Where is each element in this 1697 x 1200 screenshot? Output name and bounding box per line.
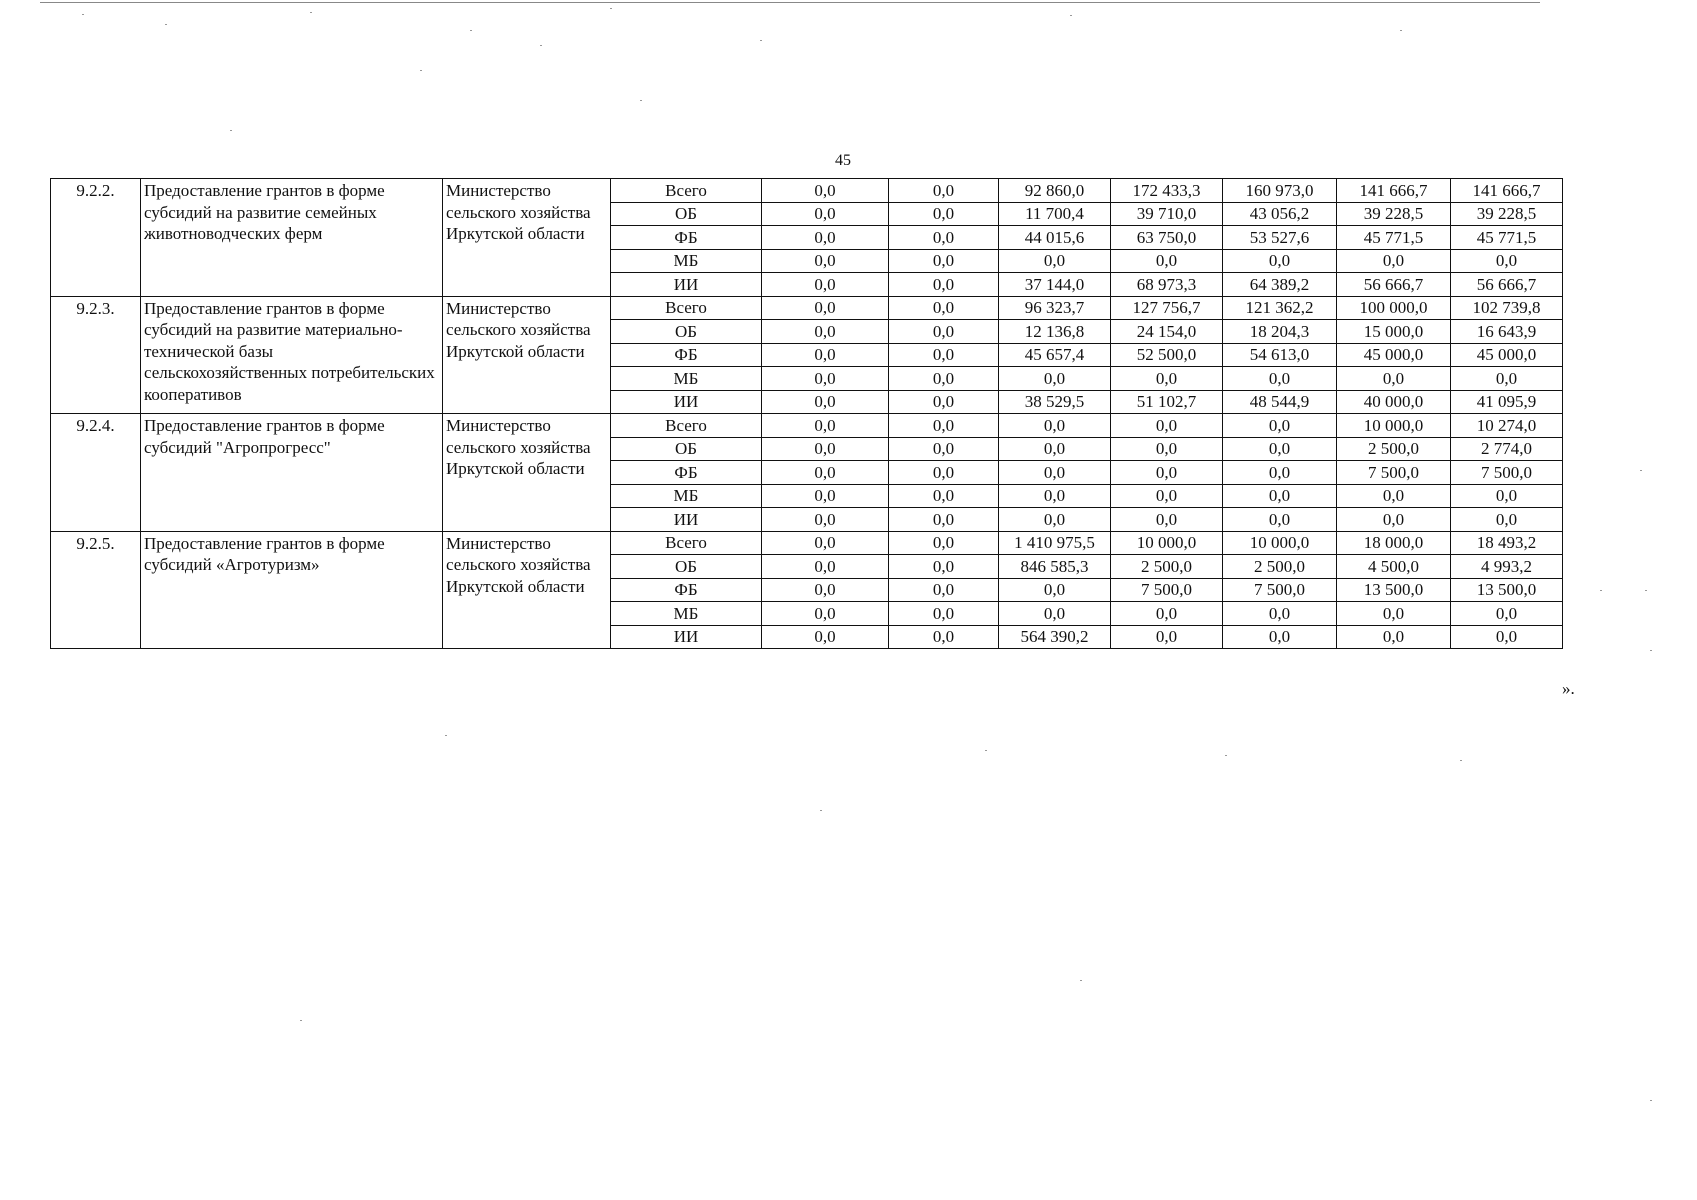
closing-quote: ». [1562, 679, 1575, 698]
funding-source: ФБ [611, 461, 762, 485]
funding-source: ИИ [611, 390, 762, 414]
funding-source: Всего [611, 179, 762, 203]
funding-source: ОБ [611, 320, 762, 344]
amount-cell: 39 710,0 [1111, 202, 1223, 226]
funding-source: ОБ [611, 437, 762, 461]
amount-cell: 0,0 [1451, 625, 1563, 649]
amount-cell: 56 666,7 [1337, 273, 1451, 297]
amount-cell: 564 390,2 [999, 625, 1111, 649]
amount-cell: 100 000,0 [1337, 296, 1451, 320]
funding-source: МБ [611, 249, 762, 273]
funding-source: ФБ [611, 578, 762, 602]
amount-cell: 0,0 [1111, 625, 1223, 649]
funding-source: ИИ [611, 625, 762, 649]
amount-cell: 0,0 [889, 437, 999, 461]
amount-cell: 45 000,0 [1337, 343, 1451, 367]
amount-cell: 0,0 [762, 320, 889, 344]
scan-speck [610, 8, 612, 9]
amount-cell: 43 056,2 [1223, 202, 1337, 226]
amount-cell: 846 585,3 [999, 555, 1111, 579]
amount-cell: 0,0 [889, 179, 999, 203]
funding-source: ОБ [611, 555, 762, 579]
amount-cell: 52 500,0 [1111, 343, 1223, 367]
amount-cell: 0,0 [762, 343, 889, 367]
amount-cell: 0,0 [762, 461, 889, 485]
amount-cell: 40 000,0 [1337, 390, 1451, 414]
amount-cell: 0,0 [999, 602, 1111, 626]
amount-cell: 7 500,0 [1223, 578, 1337, 602]
amount-cell: 0,0 [889, 555, 999, 579]
amount-cell: 0,0 [889, 320, 999, 344]
amount-cell: 64 389,2 [1223, 273, 1337, 297]
amount-cell: 0,0 [1451, 367, 1563, 391]
amount-cell: 141 666,7 [1337, 179, 1451, 203]
item-executor: Министерство сельского хозяйства Иркутской области [443, 296, 611, 414]
amount-cell: 39 228,5 [1451, 202, 1563, 226]
amount-cell: 0,0 [762, 367, 889, 391]
item-executor: Министерство сельского хозяйства Иркутской области [443, 531, 611, 649]
scan-speck [985, 750, 987, 751]
amount-cell: 172 433,3 [1111, 179, 1223, 203]
amount-cell: 63 750,0 [1111, 226, 1223, 250]
item-code: 9.2.3. [51, 296, 141, 414]
amount-cell: 0,0 [762, 202, 889, 226]
funding-source: МБ [611, 484, 762, 508]
amount-cell: 0,0 [1337, 484, 1451, 508]
amount-cell: 2 500,0 [1111, 555, 1223, 579]
amount-cell: 4 500,0 [1337, 555, 1451, 579]
amount-cell: 10 274,0 [1451, 414, 1563, 438]
amount-cell: 0,0 [762, 508, 889, 532]
amount-cell: 4 993,2 [1451, 555, 1563, 579]
amount-cell: 0,0 [1223, 367, 1337, 391]
amount-cell: 38 529,5 [999, 390, 1111, 414]
scan-speck [1080, 980, 1082, 981]
amount-cell: 16 643,9 [1451, 320, 1563, 344]
scan-speck [300, 1020, 302, 1021]
amount-cell: 54 613,0 [1223, 343, 1337, 367]
amount-cell: 0,0 [889, 390, 999, 414]
amount-cell: 160 973,0 [1223, 179, 1337, 203]
amount-cell: 0,0 [1111, 249, 1223, 273]
scan-speck [820, 810, 822, 811]
item-executor: Министерство сельского хозяйства Иркутской области [443, 179, 611, 297]
amount-cell: 0,0 [762, 602, 889, 626]
amount-cell: 0,0 [1337, 367, 1451, 391]
item-code: 9.2.5. [51, 531, 141, 649]
amount-cell: 96 323,7 [999, 296, 1111, 320]
amount-cell: 0,0 [889, 602, 999, 626]
amount-cell: 45 771,5 [1337, 226, 1451, 250]
page-number: 45 [835, 152, 851, 169]
funding-source: ИИ [611, 508, 762, 532]
item-code: 9.2.4. [51, 414, 141, 532]
item-name: Предоставление грантов в форме субсидий «Агротуризм» [141, 531, 443, 649]
amount-cell: 2 774,0 [1451, 437, 1563, 461]
amount-cell: 7 500,0 [1451, 461, 1563, 485]
amount-cell: 0,0 [1223, 602, 1337, 626]
scan-speck [82, 14, 84, 15]
top-rule [40, 2, 1540, 3]
funding-source: МБ [611, 367, 762, 391]
amount-cell: 0,0 [889, 367, 999, 391]
amount-cell: 0,0 [999, 437, 1111, 461]
amount-cell: 0,0 [1451, 508, 1563, 532]
amount-cell: 48 544,9 [1223, 390, 1337, 414]
amount-cell: 0,0 [762, 273, 889, 297]
amount-cell: 0,0 [1111, 437, 1223, 461]
amount-cell: 127 756,7 [1111, 296, 1223, 320]
amount-cell: 0,0 [1223, 484, 1337, 508]
table-row [51, 531, 1563, 555]
amount-cell: 0,0 [999, 578, 1111, 602]
scan-speck [1645, 590, 1647, 591]
amount-cell: 0,0 [1111, 461, 1223, 485]
amount-cell: 0,0 [889, 625, 999, 649]
amount-cell: 0,0 [1223, 625, 1337, 649]
amount-cell: 0,0 [889, 461, 999, 485]
scan-speck [1640, 470, 1642, 471]
amount-cell: 0,0 [1337, 602, 1451, 626]
amount-cell: 12 136,8 [999, 320, 1111, 344]
scan-speck [1460, 760, 1462, 761]
scan-speck [540, 45, 542, 46]
amount-cell: 102 739,8 [1451, 296, 1563, 320]
amount-cell: 0,0 [1337, 249, 1451, 273]
amount-cell: 0,0 [889, 226, 999, 250]
amount-cell: 92 860,0 [999, 179, 1111, 203]
amount-cell: 0,0 [999, 414, 1111, 438]
amount-cell: 10 000,0 [1223, 531, 1337, 555]
amount-cell: 0,0 [889, 578, 999, 602]
funding-source: ФБ [611, 343, 762, 367]
table-row [51, 414, 1563, 438]
table-row [51, 296, 1563, 320]
item-name: Предоставление грантов в форме субсидий на развитие семейных животноводческих ферм [141, 179, 443, 297]
amount-cell: 0,0 [1451, 249, 1563, 273]
amount-cell: 13 500,0 [1337, 578, 1451, 602]
amount-cell: 10 000,0 [1337, 414, 1451, 438]
item-executor: Министерство сельского хозяйства Иркутской области [443, 414, 611, 532]
amount-cell: 0,0 [889, 531, 999, 555]
amount-cell: 18 493,2 [1451, 531, 1563, 555]
scan-speck [470, 30, 472, 31]
amount-cell: 0,0 [889, 296, 999, 320]
amount-cell: 0,0 [1111, 508, 1223, 532]
scan-speck [760, 40, 762, 41]
amount-cell: 0,0 [762, 531, 889, 555]
amount-cell: 24 154,0 [1111, 320, 1223, 344]
amount-cell: 0,0 [889, 273, 999, 297]
amount-cell: 0,0 [1223, 249, 1337, 273]
amount-cell: 0,0 [889, 484, 999, 508]
amount-cell: 15 000,0 [1337, 320, 1451, 344]
amount-cell: 51 102,7 [1111, 390, 1223, 414]
funding-source: ИИ [611, 273, 762, 297]
scan-speck [640, 100, 642, 101]
amount-cell: 41 095,9 [1451, 390, 1563, 414]
amount-cell: 0,0 [762, 555, 889, 579]
amount-cell: 0,0 [762, 249, 889, 273]
amount-cell: 7 500,0 [1111, 578, 1223, 602]
scan-speck [420, 70, 422, 71]
amount-cell: 0,0 [762, 578, 889, 602]
amount-cell: 0,0 [762, 226, 889, 250]
funding-source: ФБ [611, 226, 762, 250]
funding-source: Всего [611, 414, 762, 438]
table-body [51, 179, 1563, 649]
scan-speck [1070, 15, 1072, 16]
amount-cell: 0,0 [762, 390, 889, 414]
amount-cell: 0,0 [1223, 437, 1337, 461]
amount-cell: 2 500,0 [1223, 555, 1337, 579]
amount-cell: 0,0 [1451, 602, 1563, 626]
amount-cell: 45 000,0 [1451, 343, 1563, 367]
amount-cell: 0,0 [1223, 461, 1337, 485]
amount-cell: 10 000,0 [1111, 531, 1223, 555]
amount-cell: 0,0 [999, 508, 1111, 532]
amount-cell: 0,0 [1451, 484, 1563, 508]
amount-cell: 0,0 [999, 484, 1111, 508]
amount-cell: 0,0 [1223, 508, 1337, 532]
funding-source: Всего [611, 296, 762, 320]
scan-speck [1225, 755, 1227, 756]
amount-cell: 11 700,4 [999, 202, 1111, 226]
amount-cell: 0,0 [1337, 625, 1451, 649]
amount-cell: 18 000,0 [1337, 531, 1451, 555]
table-row [51, 179, 1563, 203]
amount-cell: 0,0 [889, 249, 999, 273]
amount-cell: 0,0 [1223, 414, 1337, 438]
amount-cell: 0,0 [889, 343, 999, 367]
scan-speck [445, 735, 447, 736]
funding-source: ОБ [611, 202, 762, 226]
amount-cell: 53 527,6 [1223, 226, 1337, 250]
funding-source: Всего [611, 531, 762, 555]
amount-cell: 0,0 [762, 484, 889, 508]
amount-cell: 45 771,5 [1451, 226, 1563, 250]
amount-cell: 18 204,3 [1223, 320, 1337, 344]
amount-cell: 7 500,0 [1337, 461, 1451, 485]
amount-cell: 0,0 [1337, 508, 1451, 532]
amount-cell: 44 015,6 [999, 226, 1111, 250]
amount-cell: 0,0 [762, 414, 889, 438]
amount-cell: 0,0 [999, 461, 1111, 485]
amount-cell: 1 410 975,5 [999, 531, 1111, 555]
amount-cell: 0,0 [889, 202, 999, 226]
scan-speck [310, 12, 312, 13]
funding-table [50, 178, 1563, 649]
amount-cell: 0,0 [889, 508, 999, 532]
amount-cell: 0,0 [889, 414, 999, 438]
funding-source: МБ [611, 602, 762, 626]
amount-cell: 56 666,7 [1451, 273, 1563, 297]
amount-cell: 0,0 [1111, 367, 1223, 391]
amount-cell: 68 973,3 [1111, 273, 1223, 297]
scan-speck [1400, 30, 1402, 31]
amount-cell: 0,0 [762, 625, 889, 649]
amount-cell: 0,0 [999, 249, 1111, 273]
amount-cell: 39 228,5 [1337, 202, 1451, 226]
amount-cell: 0,0 [762, 296, 889, 320]
amount-cell: 0,0 [999, 367, 1111, 391]
amount-cell: 121 362,2 [1223, 296, 1337, 320]
item-code: 9.2.2. [51, 179, 141, 297]
item-name: Предоставление грантов в форме субсидий "Агропрогресс" [141, 414, 443, 532]
scan-speck [1650, 650, 1652, 651]
scan-speck [1650, 1100, 1652, 1101]
amount-cell: 141 666,7 [1451, 179, 1563, 203]
amount-cell: 0,0 [762, 179, 889, 203]
item-name: Предоставление грантов в форме субсидий на развитие материально-технической базы сельскохозяйственных потребительских кооперативов [141, 296, 443, 414]
amount-cell: 0,0 [1111, 414, 1223, 438]
amount-cell: 0,0 [762, 437, 889, 461]
scan-speck [230, 130, 232, 131]
amount-cell: 45 657,4 [999, 343, 1111, 367]
amount-cell: 0,0 [1111, 602, 1223, 626]
scan-speck [1600, 590, 1602, 591]
amount-cell: 37 144,0 [999, 273, 1111, 297]
amount-cell: 13 500,0 [1451, 578, 1563, 602]
amount-cell: 0,0 [1111, 484, 1223, 508]
scan-speck [165, 24, 167, 25]
amount-cell: 2 500,0 [1337, 437, 1451, 461]
